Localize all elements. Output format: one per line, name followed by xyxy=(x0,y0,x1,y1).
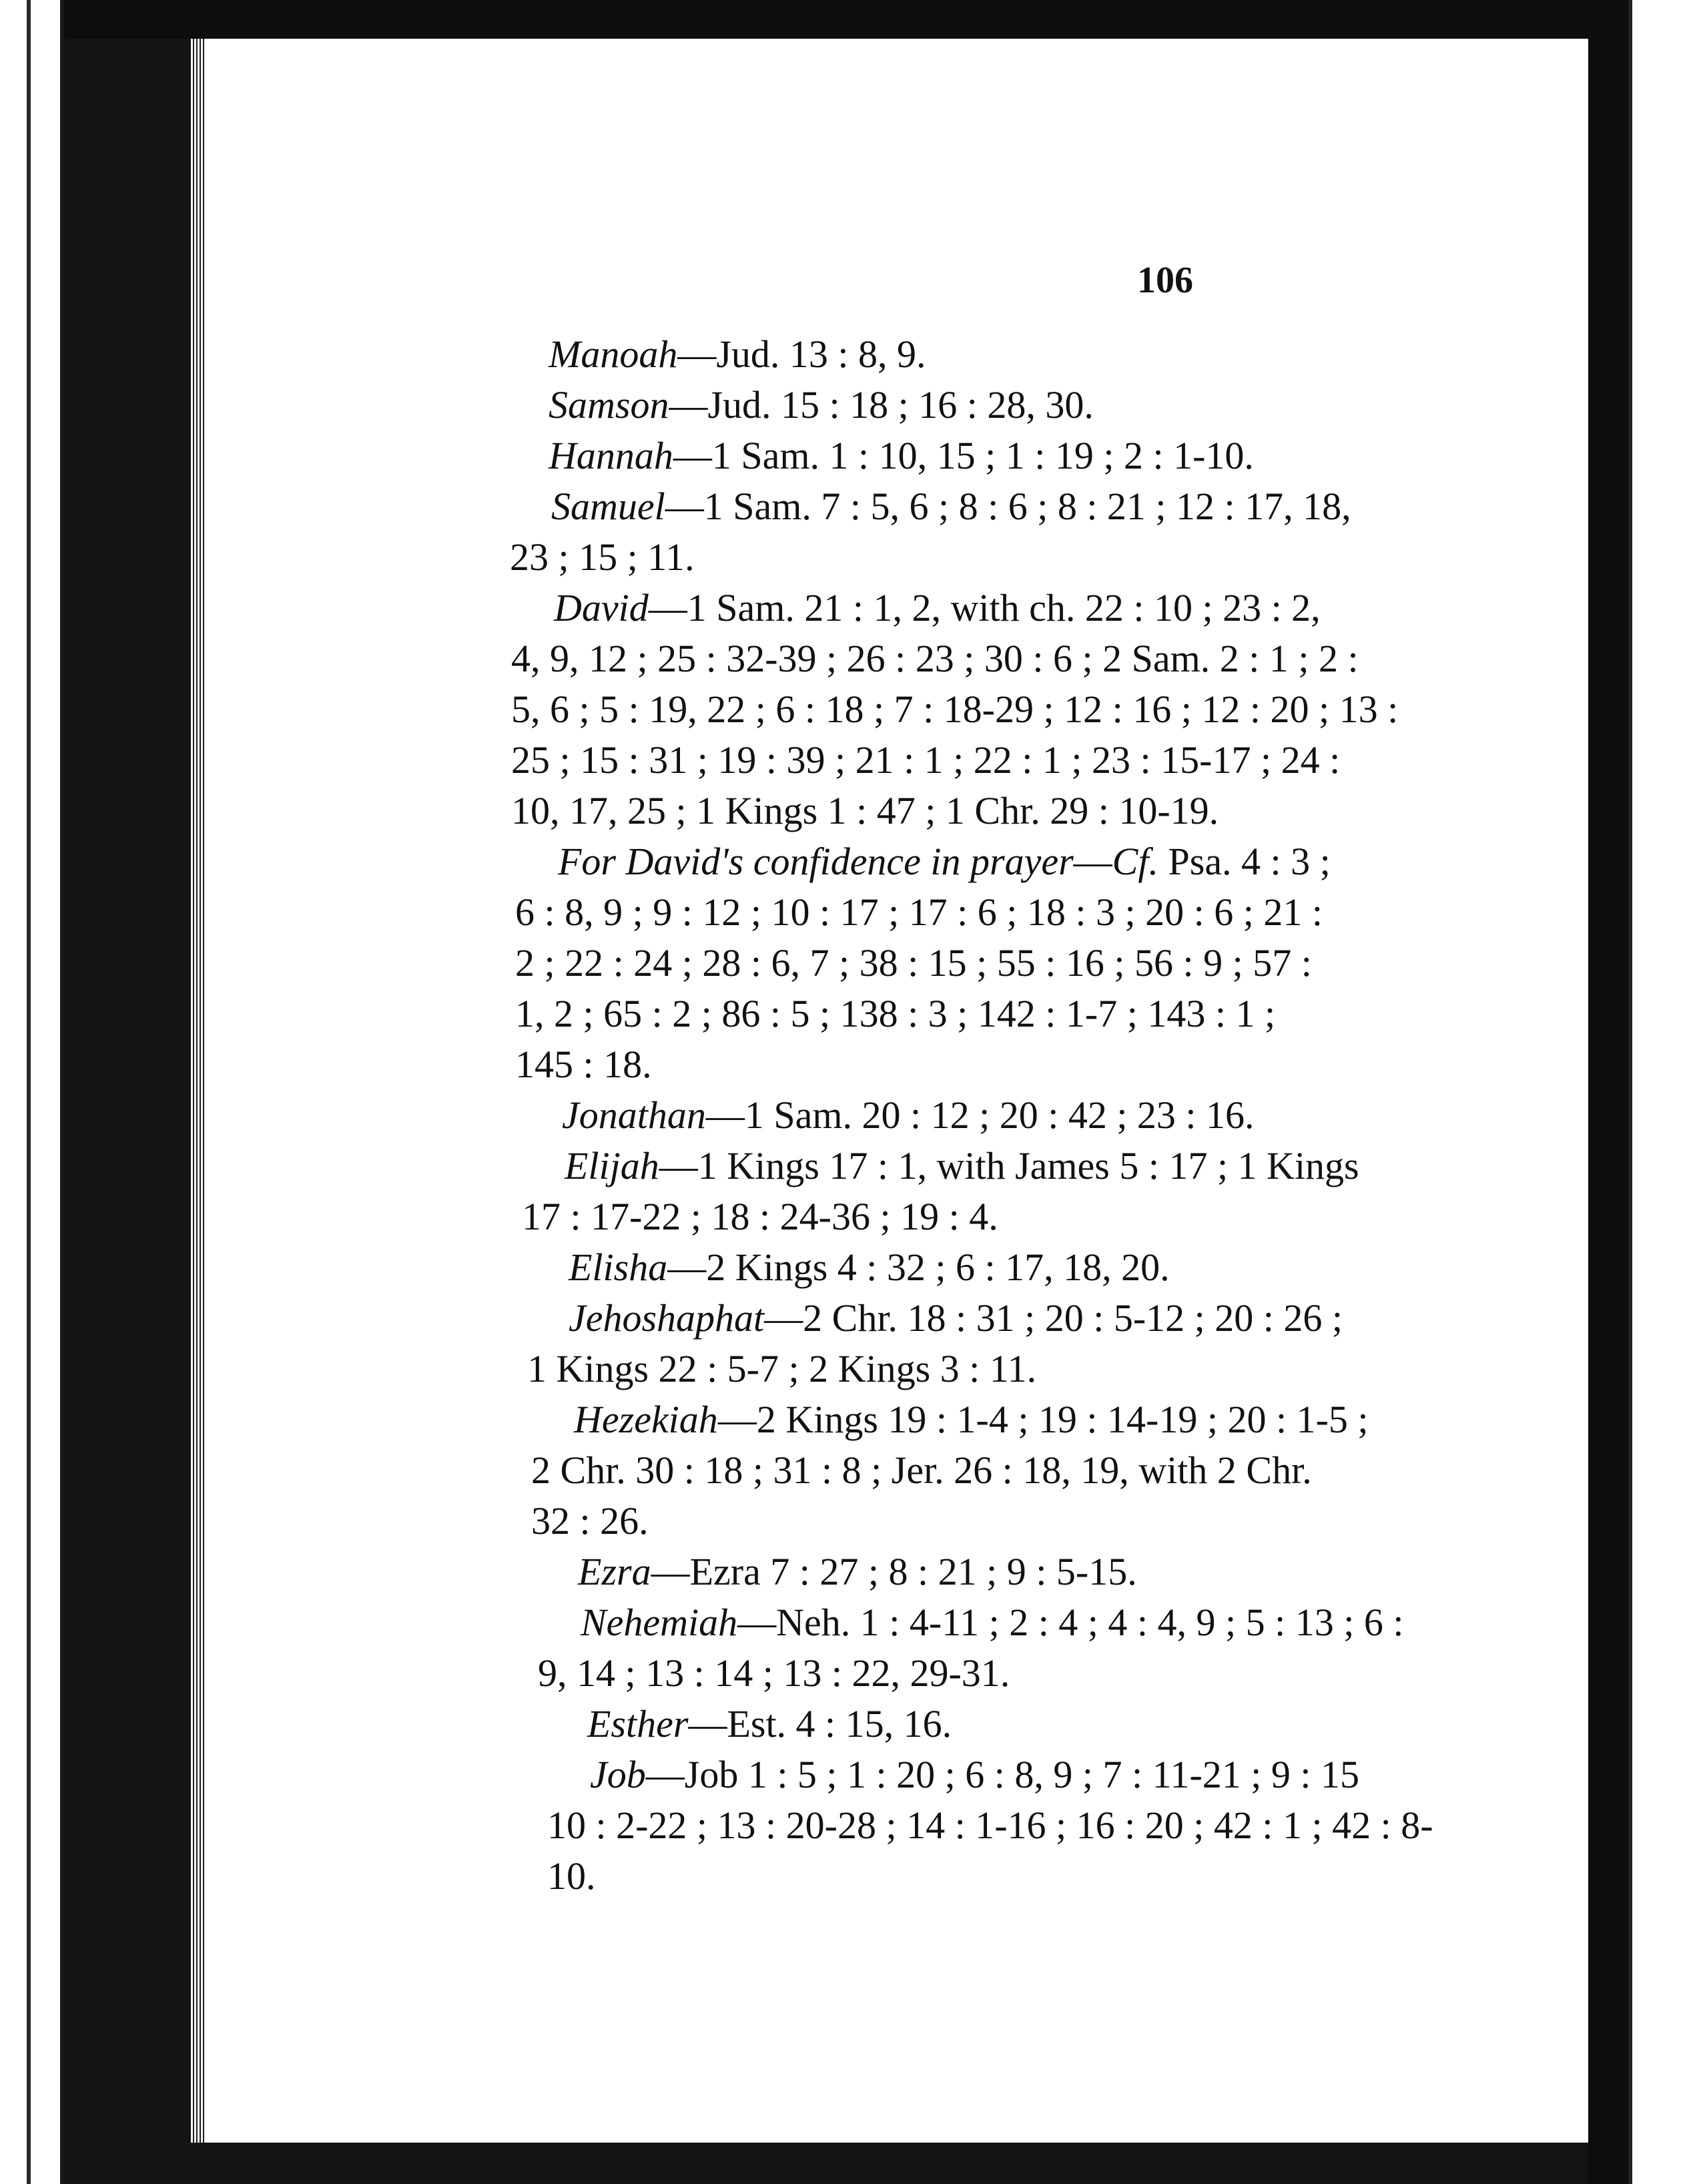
text-line xyxy=(578,1547,1137,1597)
text-line xyxy=(511,684,1398,735)
book-frame-bottom xyxy=(64,2143,1628,2184)
scripture-refs: 6 : 8, 9 ; 9 : 12 ; 10 : 17 ; 17 : 6 ; 18 : 3 ; 20 : 6 ; 21 : xyxy=(515,890,1323,934)
left-page-edge xyxy=(27,0,64,2184)
book-binding-left xyxy=(64,7,191,2184)
scripture-refs: 5, 6 ; 5 : 19, 22 ; 6 : 18 ; 7 : 18-29 ; 12 : 16 ; 12 : 20 ; 13 : xyxy=(511,688,1399,731)
book-gutter-right xyxy=(1588,0,1628,2184)
book-frame-top xyxy=(64,0,1628,39)
text-line xyxy=(554,583,1321,633)
page-number: 106 xyxy=(1137,260,1193,301)
text-line xyxy=(538,1648,1010,1699)
text-line xyxy=(515,1039,652,1090)
scripture-refs: —Neh. 1 : 4-11 ; 2 : 4 ; 4 : 4, 9 ; 5 : 13 ; 6 : xyxy=(737,1601,1404,1644)
text-line xyxy=(511,786,1219,836)
text-line xyxy=(547,1851,596,1902)
scripture-refs: 2 Chr. 30 : 18 ; 31 : 8 ; Jer. 26 : 18, 19, with 2 Chr. xyxy=(531,1448,1312,1492)
cf-abbrev: Cf. xyxy=(1112,840,1158,883)
person-name: Hezekiah xyxy=(574,1398,718,1441)
book-page xyxy=(204,39,1588,2143)
scripture-refs: 25 ; 15 : 31 ; 19 : 39 ; 21 : 1 ; 22 : 1 ; 23 : 15-17 ; 24 : xyxy=(511,738,1341,782)
person-name: Elijah xyxy=(565,1144,659,1187)
text-line xyxy=(569,1293,1343,1344)
scripture-refs: 23 ; 15 ; 11. xyxy=(510,535,695,579)
scripture-refs: —Jud. 13 : 8, 9. xyxy=(677,332,926,376)
scripture-refs: —1 Sam. 21 : 1, 2, with ch. 22 : 10 ; 23 : 2, xyxy=(648,586,1321,629)
text-line xyxy=(511,633,1359,684)
text-line xyxy=(590,1749,1359,1800)
text-line xyxy=(574,1394,1369,1445)
text-line xyxy=(515,938,1312,989)
facing-page-edge xyxy=(1628,0,1695,2184)
section-heading: For David's confidence in prayer xyxy=(558,840,1074,883)
scripture-refs: 1, 2 ; 65 : 2 ; 86 : 5 ; 138 : 3 ; 142 : 1-7 ; 143 : 1 ; xyxy=(515,992,1276,1035)
person-name: Samuel xyxy=(551,485,665,528)
person-name: Hannah xyxy=(549,434,673,477)
scripture-refs: 10. xyxy=(547,1854,596,1898)
text-line xyxy=(562,1090,1255,1141)
text-line xyxy=(549,431,1254,481)
text-line xyxy=(587,1699,952,1749)
scripture-refs: 9, 14 ; 13 : 14 ; 13 : 22, 29-31. xyxy=(538,1651,1010,1695)
person-name: Jehoshaphat xyxy=(569,1296,765,1340)
scripture-refs: 4, 9, 12 ; 25 : 32-39 ; 26 : 23 ; 30 : 6 ; 2 Sam. 2 : 1 ; 2 : xyxy=(511,637,1359,680)
text-line xyxy=(569,1242,1170,1293)
text-line xyxy=(551,481,1351,532)
text-line xyxy=(531,1496,649,1547)
text-line xyxy=(531,1445,1312,1496)
scripture-refs: —2 Chr. 18 : 31 ; 20 : 5-12 ; 20 : 26 ; xyxy=(764,1296,1343,1340)
scripture-refs: —1 Kings 17 : 1, with James 5 : 17 ; 1 Kings xyxy=(659,1144,1359,1187)
person-name: Manoah xyxy=(549,332,678,376)
text-line xyxy=(515,989,1275,1039)
scripture-refs: 32 : 26. xyxy=(531,1499,649,1543)
scripture-refs: —Job 1 : 5 ; 1 : 20 ; 6 : 8, 9 ; 7 : 11-21 ; 9 : 15 xyxy=(645,1753,1360,1796)
scripture-refs: 1 Kings 22 : 5-7 ; 2 Kings 3 : 11. xyxy=(527,1347,1037,1390)
person-name: Job xyxy=(590,1753,646,1796)
text-line xyxy=(565,1141,1359,1191)
scripture-refs: —1 Sam. 1 : 10, 15 ; 1 : 19 ; 2 : 1-10. xyxy=(673,434,1254,477)
person-name: Samson xyxy=(549,383,669,427)
text-line xyxy=(510,532,695,583)
scripture-refs: Psa. 4 : 3 ; xyxy=(1158,840,1331,883)
text-line xyxy=(547,1800,1433,1851)
person-name: Elisha xyxy=(569,1246,668,1289)
scripture-refs: 10 : 2-22 ; 13 : 20-28 ; 14 : 1-16 ; 16 : 20 ; 42 : 1 ; 42 : 8- xyxy=(547,1804,1433,1847)
person-name: Esther xyxy=(587,1702,689,1745)
dash: — xyxy=(1073,840,1112,883)
text-line xyxy=(522,1191,998,1242)
scripture-refs: —Ezra 7 : 27 ; 8 : 21 ; 9 : 5-15. xyxy=(651,1550,1137,1593)
scripture-refs: 17 : 17-22 ; 18 : 24-36 ; 19 : 4. xyxy=(522,1195,998,1238)
scripture-refs: 2 ; 22 : 24 ; 28 : 6, 7 ; 38 : 15 ; 55 : 16 ; 56 : 9 ; 57 : xyxy=(515,941,1312,985)
scripture-refs: 10, 17, 25 ; 1 Kings 1 : 47 ; 1 Chr. 29 : 10-19. xyxy=(511,789,1219,832)
scripture-refs: —1 Sam. 20 : 12 ; 20 : 42 ; 23 : 16. xyxy=(705,1093,1255,1137)
text-line xyxy=(549,329,926,380)
person-name: Jonathan xyxy=(562,1093,706,1137)
scripture-refs: —2 Kings 19 : 1-4 ; 19 : 14-19 ; 20 : 1-5 ; xyxy=(717,1398,1369,1441)
text-line xyxy=(515,887,1323,938)
text-line xyxy=(527,1344,1036,1394)
scripture-refs: —Est. 4 : 15, 16. xyxy=(688,1702,952,1745)
text-line xyxy=(511,735,1340,786)
page-stack-edges xyxy=(191,39,204,2143)
scripture-refs: 145 : 18. xyxy=(515,1043,652,1086)
scripture-refs: —1 Sam. 7 : 5, 6 ; 8 : 6 ; 8 : 21 ; 12 : 17, 18, xyxy=(665,485,1351,528)
scripture-refs: —2 Kings 4 : 32 ; 6 : 17, 18, 20. xyxy=(667,1246,1170,1289)
scripture-refs: —Jud. 15 : 18 ; 16 : 28, 30. xyxy=(669,383,1094,427)
person-name: Nehemiah xyxy=(581,1601,738,1644)
person-name: David xyxy=(554,586,649,629)
text-line xyxy=(549,380,1094,431)
person-name: Ezra xyxy=(578,1550,651,1593)
text-line xyxy=(558,836,1331,887)
text-line xyxy=(581,1597,1404,1648)
